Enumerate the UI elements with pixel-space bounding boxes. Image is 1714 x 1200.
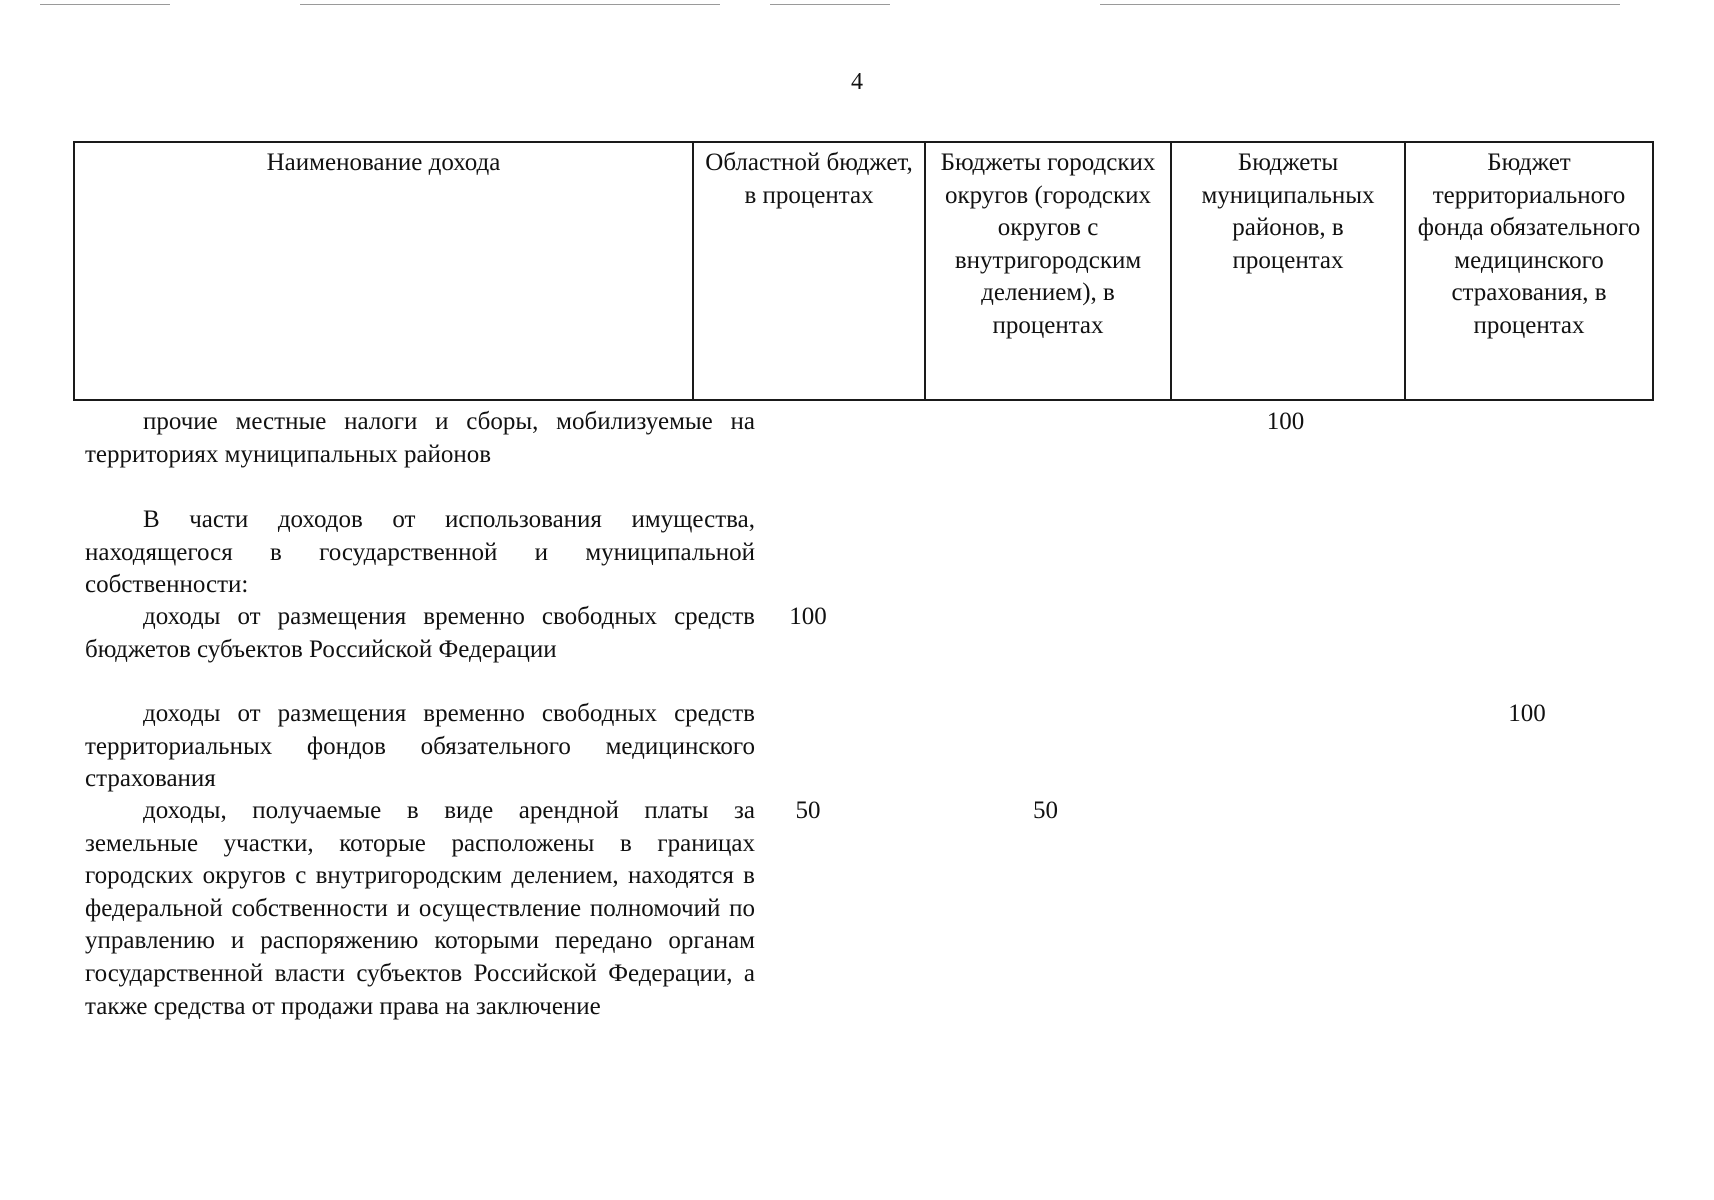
row-income-name: доходы, получаемые в виде арендной платы за земельные участки, которые расположены в границах городских округов с внутригородским делением, находятся в федеральной собственности и осуществление полномочий по управлению и распоряжению которыми передано органам государственной власти субъектов Российской Федерации, а также средства от продажи права на заключение — [85, 797, 755, 1020]
table-row — [73, 795, 1651, 1095]
row-income-name: доходы от размещения временно свободных средств бюджетов субъектов Российской Федерации — [85, 603, 755, 663]
row-income-name: доходы от размещения временно свободных средств территориальных фондов обязательного медицинского страхования — [85, 700, 755, 793]
scan-artifact — [770, 4, 890, 5]
header-municipal-budgets: Бюджеты муниципальных районов, в процентах — [1171, 142, 1405, 400]
scan-artifact — [300, 4, 720, 5]
scan-artifact — [40, 4, 170, 5]
row-section-heading: В части доходов от использования имущества, находящегося в государственной и муниципальной собственности: — [85, 506, 755, 599]
row-city-value: 50 — [1033, 797, 1058, 824]
row-regional-value: 100 — [789, 603, 827, 630]
scan-artifact — [1100, 4, 1620, 5]
row-regional-value: 50 — [795, 797, 821, 824]
header-medical-fund-budget: Бюджет территориального фонда обязательного медицинского страхования, в процентах — [1405, 142, 1653, 400]
row-municipal-value: 100 — [1266, 408, 1305, 435]
table-row — [73, 698, 1651, 796]
table-row — [73, 601, 1651, 699]
table-header — [73, 141, 1654, 401]
header-income-name: Наименование дохода — [74, 142, 693, 400]
table-row — [73, 504, 1651, 602]
header-city-budgets: Бюджеты городских округов (городских округов с внутригородским делением), в процентах — [925, 142, 1171, 400]
page-number: 4 — [851, 69, 863, 95]
row-fund-value: 100 — [1508, 700, 1546, 727]
row-income-name: прочие местные налоги и сборы, мобилизуемые на территориях муниципальных районов — [85, 408, 755, 468]
header-regional-budget: Областной бюджет, в процентах — [693, 142, 925, 400]
table-row — [73, 406, 1651, 504]
